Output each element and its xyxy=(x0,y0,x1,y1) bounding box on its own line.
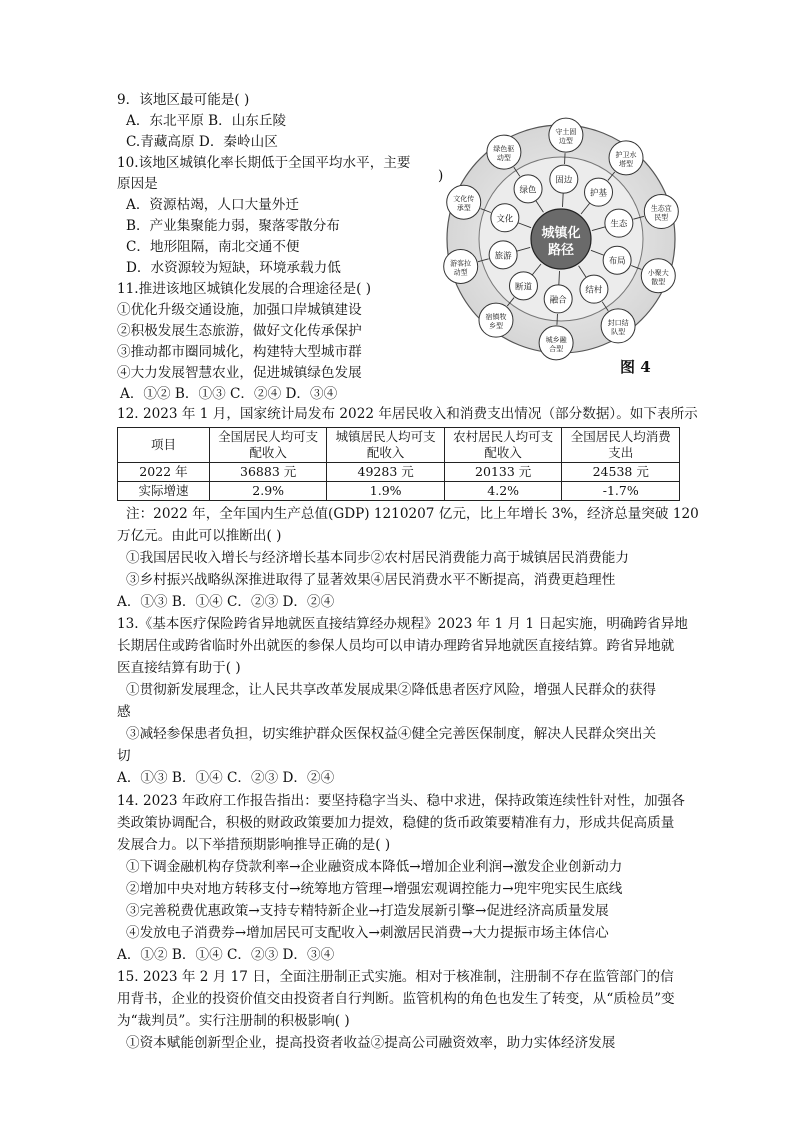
q9-stem: 9．该地区最可能是( ) xyxy=(117,92,250,108)
q15-stem-line3: 为“裁判员”。实行注册制的积极影响( ) xyxy=(117,1013,350,1029)
q13-stem-line1: 13.《基本医疗保险跨省异地就医直接结算经办规程》2023 年 1 月 1 日起实施，明确跨省异地 xyxy=(117,616,688,632)
q13-options: A．①③ B．①④ C．②③ D．②④ xyxy=(117,770,335,786)
q14-stem-line2: 类政策协调配合，积极的财政政策要加力提效，稳健的货币政策要精准有力，形成共促高质量 xyxy=(117,815,675,831)
table-header-cell: 农村居民人均可支配收入 xyxy=(444,428,562,463)
outer-node-label: 封口结 xyxy=(607,318,629,327)
q11-options: A．①② B．①③ C．②④ D．③④ xyxy=(120,386,338,402)
q9-options-cd: C.青藏高原 D．秦岭山区 xyxy=(126,134,278,150)
inner-node-label: 文化 xyxy=(496,214,514,225)
q13-stem-line3: 医直接结算有助于( ) xyxy=(117,660,241,676)
q11-stem: 11.推进该地区城镇化发展的合理途径是( ) xyxy=(117,281,372,297)
q10-stem-line1: 10.该地区城镇化率长期低于全国平均水平，主要 xyxy=(117,155,411,171)
outer-node-label: 守土固 xyxy=(555,128,577,137)
q10-option-b: B．产业集聚能力弱，聚落零散分布 xyxy=(126,218,340,234)
outer-node-label: 边型 xyxy=(558,137,573,146)
inner-node-label: 融合 xyxy=(549,295,567,306)
q14-statement-1: ①下调金融机构存贷款利率→企业融资成本降低→增加企业利润→激发企业创新动力 xyxy=(126,859,623,875)
q13-statement-12-cont: 感 xyxy=(117,704,131,720)
q10-option-a: A．资源枯竭，人口大量外迁 xyxy=(126,197,299,213)
outer-node-label: 小聚大 xyxy=(647,268,669,277)
outer-node-label: 队型 xyxy=(611,327,626,336)
center-label-line2: 路径 xyxy=(547,243,575,258)
inner-node-label: 结村 xyxy=(585,285,603,296)
outer-node-label: 动型 xyxy=(496,154,511,163)
outer-node-label: 城乡融 xyxy=(545,335,567,344)
q11-statement-4: ④大力发展智慧农业，促进城镇绿色发展 xyxy=(117,365,362,381)
table-cell: 实际增速 xyxy=(118,482,210,501)
q11-statement-2: ②积极发展生态旅游，做好文化传承保护 xyxy=(117,323,362,339)
link-line xyxy=(557,314,558,325)
q12-options: A．①③ B．①④ C．②③ D．②④ xyxy=(117,594,335,610)
q11-statement-3: ③推动都市圈同城化，构建特大型城市群 xyxy=(117,344,362,360)
table-cell: 4.2% xyxy=(444,482,562,501)
inner-node-label: 护基 xyxy=(590,188,608,199)
q10-stem-line2: 原因是 xyxy=(117,176,158,192)
table-cell: -1.7% xyxy=(562,482,680,501)
q10-option-c: C．地形阻隔，南北交通不便 xyxy=(126,239,300,255)
q15-stem-line2: 用背书，企业的投资价值交由投资者自行判断。监管机构的角色也发生了转变，从“质检员”变 xyxy=(117,991,675,1007)
q13-statement-34-cont: 切 xyxy=(117,748,131,764)
outer-node-label: 乡型 xyxy=(488,322,503,331)
table-cell: 2.9% xyxy=(209,482,327,501)
outer-node-label: 塔型 xyxy=(619,159,634,168)
q14-options: A．①② B．①④ C．②③ D．③④ xyxy=(117,947,335,963)
table-header-cell: 城镇居民人均可支配收入 xyxy=(327,428,445,463)
outer-node-label: 绿色驱 xyxy=(493,145,515,154)
q14-stem-line3: 发展合力。以下举措预期影响推导正确的是( ) xyxy=(117,837,391,853)
q14-statement-2: ②增加中央对地方转移支付→统筹地方管理→增强宏观调控能力→兜牢兜实民生底线 xyxy=(126,881,623,897)
q10-option-d: D．水资源较为短缺，环境承载力低 xyxy=(126,260,341,276)
inner-node-label: 绿色 xyxy=(519,185,537,196)
q12-statements-34: ③乡村振兴战略纵深推进取得了显著效果④居民消费水平不断提高，消费更趋理性 xyxy=(126,572,616,588)
outer-node-label: 游客拉 xyxy=(450,259,472,268)
outer-node-label: 散型 xyxy=(651,277,666,286)
income-table xyxy=(117,427,680,501)
table-row xyxy=(118,482,680,501)
q13-statement-12: ①贯彻新发展理念，让人民共享改革发展成果②降低患者医疗风险，增强人民群众的获得 xyxy=(126,682,657,698)
q13-stem-line2: 长期居住或跨省临时外出就医的参保人员均可以申请办理跨省异地就医直接结算。跨省异地就 xyxy=(117,638,675,654)
urbanization-path-diagram xyxy=(436,102,686,392)
table-cell: 49283 元 xyxy=(327,463,445,482)
q15-statements-12: ①资本赋能创新型企业，提高投资者收益②提高公司融资效率，助力实体经济发展 xyxy=(126,1035,616,1051)
table-row xyxy=(118,463,680,482)
table-cell: 2022 年 xyxy=(118,463,210,482)
inner-node-label: 断道 xyxy=(514,282,532,293)
outer-node-label: 文化传 xyxy=(453,195,475,204)
table-header-cell: 项目 xyxy=(118,428,210,463)
q13-statement-34: ③减轻参保患者负担，切实维护群众医保权益④健全完善医保制度，解决人民群众突出关 xyxy=(126,726,657,742)
table-header-cell: 全国居民人均可支配收入 xyxy=(209,428,327,463)
q12-note-line1: 注：2022 年，全年国内生产总值(GDP) 1210207 亿元，比上年增长 3%，经济总量突破 120 xyxy=(126,506,699,522)
q12-statements-12: ①我国居民收入增长与经济增长基本同步②农村居民消费能力高于城镇居民消费能力 xyxy=(126,550,629,566)
table-header-row xyxy=(118,428,680,463)
table-header-cell: 全国居民人均消费支出 xyxy=(562,428,680,463)
outer-node-label: 生态宜 xyxy=(650,204,672,213)
outer-node-label: 民型 xyxy=(654,213,669,222)
table-cell: 1.9% xyxy=(327,482,445,501)
inner-node-label: 布局 xyxy=(608,256,626,267)
inner-node-label: 生态 xyxy=(610,219,628,230)
q14-stem-line1: 14. 2023 年政府工作报告指出：要坚持稳字当头、稳中求进，保持政策连续性针对性，加强各 xyxy=(117,793,685,809)
q14-statement-4: ④发放电子消费券→增加居民可支配收入→刺激居民消费→大力提振市场主体信心 xyxy=(126,925,609,941)
outer-node-label: 合型 xyxy=(549,344,564,353)
q12-note-line2: 万亿元。由此可以推断出( ) xyxy=(117,528,282,544)
q9-options-ab: A．东北平原 B．山东丘陵 xyxy=(126,113,287,129)
link-line xyxy=(565,153,566,164)
figure-caption: 图 4 xyxy=(620,358,651,376)
table-cell: 20133 元 xyxy=(444,463,562,482)
q10-paren: ) xyxy=(438,168,444,184)
q12-stem: 12. 2023 年 1 月，国家统计局发布 2022 年居民收入和消费支出情况（部分数据）。如下表所示 xyxy=(117,406,698,422)
table-cell: 24538 元 xyxy=(562,463,680,482)
q11-statement-1: ①优化升级交通设施，加强口岸城镇建设 xyxy=(117,302,362,318)
q14-statement-3: ③完善税费优惠政策→支持专精特新企业→打造发展新引擎→促进经济高质量发展 xyxy=(126,903,609,919)
inner-node-label: 固边 xyxy=(555,175,573,186)
inner-node-label: 旅游 xyxy=(494,251,512,262)
q15-stem-line1: 15. 2023 年 2 月 17 日，全面注册制正式实施。相对于核准制，注册制不存在监管部门的信 xyxy=(117,969,674,985)
outer-node-label: 护卫水 xyxy=(615,150,637,159)
center-label-line1: 城镇化 xyxy=(541,226,581,241)
outer-node-label: 承型 xyxy=(456,204,471,213)
table-cell: 36883 元 xyxy=(209,463,327,482)
outer-node-label: 宿镇牧 xyxy=(485,313,507,322)
outer-node-label: 动型 xyxy=(453,268,468,277)
